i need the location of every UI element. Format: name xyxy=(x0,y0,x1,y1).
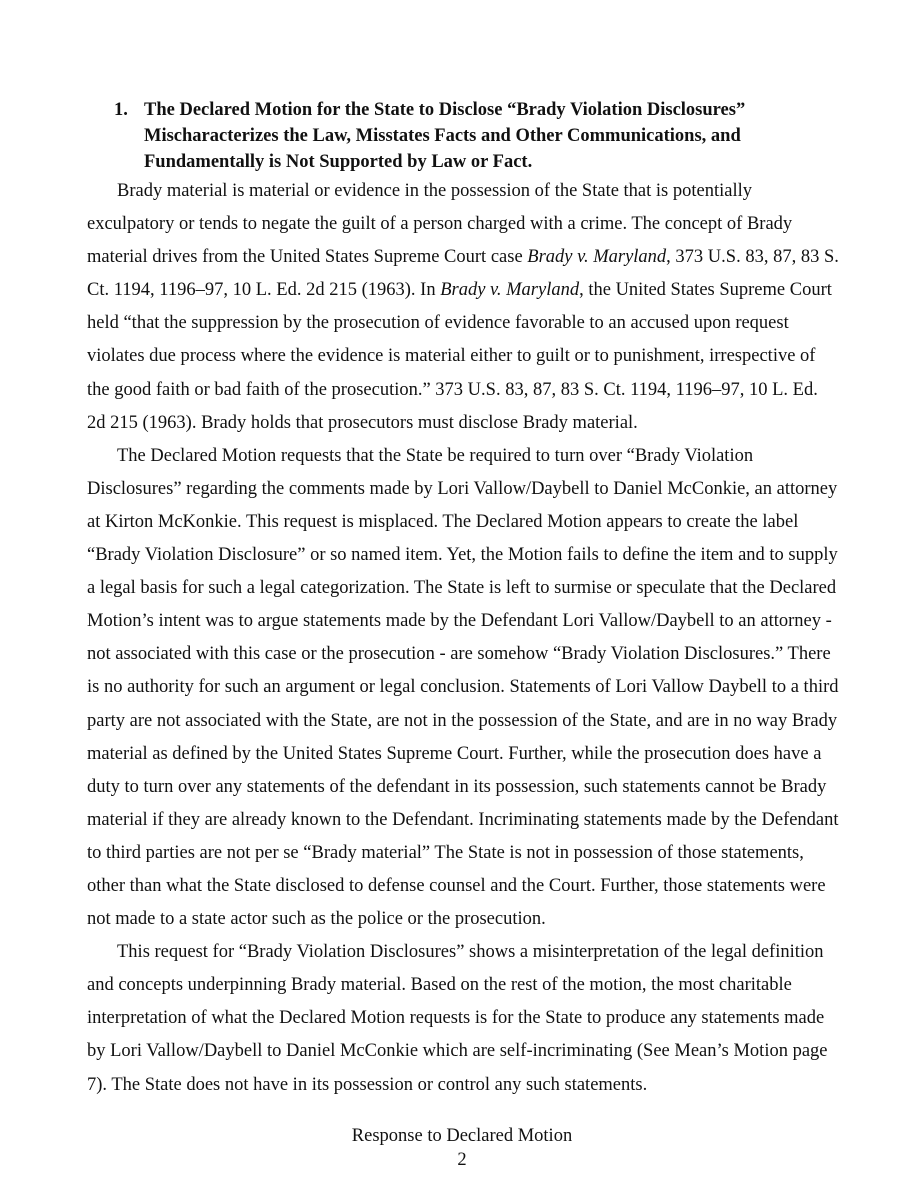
case-citation: Brady v. Maryland xyxy=(440,280,580,301)
body-text xyxy=(87,175,839,1102)
paragraph-text: Brady material is material or evidence in the possession of the State that is potentially exculpatory or tends to negate the guilt of a person charged with a crime. The concept of Brady material drives from the United States Supreme Court case xyxy=(87,181,793,268)
paragraph-misinterpretation: This request for “Brady Violation Disclosures” shows a misinterpretation of the legal definition and concepts underpinning Brady material. Based on the rest of the motion, the most charitable interpretation of what the Declared Motion requests is for the State to produce any statements made by Lori Vallow/Daybell to Daniel McConkie which are self-incriminating (See Mean’s Motion page 7). The State does not have in its possession or control any such statements. xyxy=(87,942,828,1095)
page-number: 2 xyxy=(457,1150,467,1170)
section-heading xyxy=(114,97,814,175)
footer-title: Response to Declared Motion xyxy=(351,1126,573,1146)
section-heading-text: The Declared Motion for the State to Disclose “Brady Violation Disclosures” Mischaracterizes the Law, Misstates Facts and Other Communications, and Fundamentally is Not Supported by Law or Fact. xyxy=(144,100,746,172)
paragraph-text: , 373 U.S. 83, 87, 83 S. Ct. 1194, 1196–97, 10 L. Ed. 2d 215 (1963). In xyxy=(87,247,839,301)
case-citation: Brady v. Maryland xyxy=(527,247,667,268)
paragraph-brady-definition xyxy=(87,175,839,440)
paragraph-declared-motion: The Declared Motion requests that the State be required to turn over “Brady Violation Disclosures” regarding the comments made by Lori Vallow/Daybell to Daniel McConkie, an attorney at Kirton McKonkie. This request is misplaced. The Declared Motion appears to create the label “Brady Violation Disclosure” or so named item. Yet, the Motion fails to define the item and to supply a legal basis for such a legal categorization. The State is left to surmise or speculate that the Declared Motion’s intent was to argue statements made by the Defendant Lori Vallow/Daybell to an attorney - not associated with this case or the prosecution - are somehow “Brady Violation Disclosures.” There is no authority for such an argument or legal conclusion. Statements of Lori Vallow Daybell to a third party are not associated with the State, are not in the possession of the State, and are in no way Brady material as defined by the United States Supreme Court. Further, while the prosecution does have a duty to turn over any statements of the defendant in its possession, such statements cannot be Brady material if they are already known to the Defendant. Incriminating statements made by the Defendant to third parties are not per se “Brady material” The State is not in possession of those statements, other than what the State disclosed to defense counsel and the Court. Further, those statements were not made to a state actor such as the police or the prosecution. xyxy=(87,445,839,930)
paragraph-text: , the United States Supreme Court held “that the suppression by the prosecution of evidence favorable to an accused upon request violates due process where the evidence is material either to guilt or to punishment, irrespective of the good faith or bad faith of the prosecution.” 373 U.S. 83, 87, 83 S. Ct. 1194, 1196–97, 10 L. Ed. 2d 215 (1963). Brady holds that prosecutors must disclose Brady material. xyxy=(87,280,832,433)
section-number: 1. xyxy=(114,100,128,120)
